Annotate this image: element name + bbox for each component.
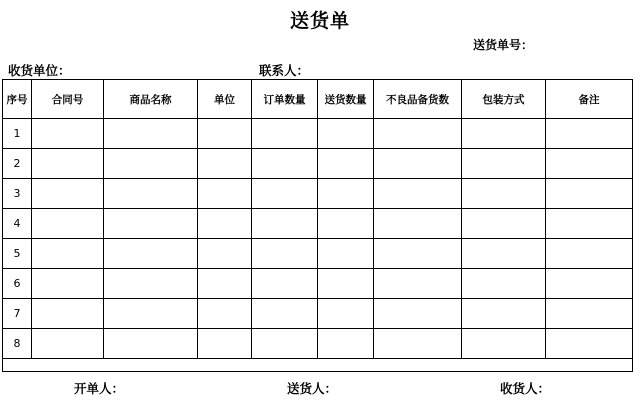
table-row (3, 239, 633, 269)
table-row (3, 299, 633, 329)
cell-unit[interactable] (198, 329, 252, 359)
cell-unit[interactable] (198, 269, 252, 299)
header-remarks: 备注 (546, 80, 633, 119)
cell-product-name[interactable] (104, 239, 198, 269)
document-title: 送货单 (289, 10, 350, 32)
table-row (3, 209, 633, 239)
header-defect-spare-qty: 不良品备货数 (374, 80, 462, 119)
cell-product-name[interactable] (104, 209, 198, 239)
header-delivery-qty: 送货数量 (318, 80, 374, 119)
table-row (3, 179, 633, 209)
cell-packaging[interactable] (462, 329, 546, 359)
row-number: 8 (3, 329, 32, 359)
cell-delivery-qty[interactable] (318, 269, 374, 299)
cell-defect-spare-qty[interactable] (374, 239, 462, 269)
cell-remarks[interactable] (546, 149, 633, 179)
cell-unit[interactable] (198, 299, 252, 329)
cell-contract-no[interactable] (32, 119, 104, 149)
cell-packaging[interactable] (462, 239, 546, 269)
table-row (3, 329, 633, 359)
cell-defect-spare-qty[interactable] (374, 209, 462, 239)
cell-order-qty[interactable] (252, 179, 318, 209)
cell-remarks[interactable] (546, 119, 633, 149)
row-number: 6 (3, 269, 32, 299)
cell-delivery-qty[interactable] (318, 209, 374, 239)
cell-remarks[interactable] (546, 329, 633, 359)
row-number: 5 (3, 239, 32, 269)
cell-contract-no[interactable] (32, 299, 104, 329)
table-row (3, 269, 633, 299)
cell-defect-spare-qty[interactable] (374, 299, 462, 329)
cell-order-qty[interactable] (252, 299, 318, 329)
cell-remarks[interactable] (546, 239, 633, 269)
cell-contract-no[interactable] (32, 329, 104, 359)
contact-person-label: 联系人： (259, 63, 310, 78)
cell-order-qty[interactable] (252, 209, 318, 239)
cell-remarks[interactable] (546, 209, 633, 239)
cell-remarks[interactable] (546, 179, 633, 209)
cell-defect-spare-qty[interactable] (374, 119, 462, 149)
cell-order-qty[interactable] (252, 119, 318, 149)
cell-unit[interactable] (198, 179, 252, 209)
cell-delivery-qty[interactable] (318, 149, 374, 179)
cell-packaging[interactable] (462, 269, 546, 299)
cell-packaging[interactable] (462, 119, 546, 149)
cell-packaging[interactable] (462, 149, 546, 179)
header-packaging: 包装方式 (462, 80, 546, 119)
cell-packaging[interactable] (462, 179, 546, 209)
issuer-label: 开单人： (74, 381, 125, 396)
row-number: 2 (3, 149, 32, 179)
header-unit: 单位 (198, 80, 252, 119)
row-number: 4 (3, 209, 32, 239)
header-product-name: 商品名称 (104, 80, 198, 119)
cell-product-name[interactable] (104, 329, 198, 359)
cell-product-name[interactable] (104, 119, 198, 149)
table-row (3, 119, 633, 149)
cell-remarks[interactable] (546, 299, 633, 329)
table-header-row (3, 80, 633, 119)
cell-unit[interactable] (198, 149, 252, 179)
cell-remarks[interactable] (546, 269, 633, 299)
header-order-qty: 订单数量 (252, 80, 318, 119)
cell-contract-no[interactable] (32, 149, 104, 179)
cell-unit[interactable] (198, 209, 252, 239)
receiving-unit-label: 收货单位： (8, 63, 71, 78)
row-number: 1 (3, 119, 32, 149)
row-number: 7 (3, 299, 32, 329)
deliverer-label: 送货人： (287, 381, 338, 396)
cell-delivery-qty[interactable] (318, 239, 374, 269)
cell-product-name[interactable] (104, 179, 198, 209)
cell-order-qty[interactable] (252, 239, 318, 269)
cell-order-qty[interactable] (252, 149, 318, 179)
cell-packaging[interactable] (462, 299, 546, 329)
cell-product-name[interactable] (104, 269, 198, 299)
cell-defect-spare-qty[interactable] (374, 149, 462, 179)
cell-contract-no[interactable] (32, 239, 104, 269)
cell-product-name[interactable] (104, 299, 198, 329)
table-row (3, 149, 633, 179)
delivery-table (2, 79, 633, 372)
header-contract-no: 合同号 (32, 80, 104, 119)
cell-contract-no[interactable] (32, 209, 104, 239)
cell-unit[interactable] (198, 119, 252, 149)
row-number: 3 (3, 179, 32, 209)
cell-defect-spare-qty[interactable] (374, 179, 462, 209)
blank-row-cell (3, 359, 633, 372)
cell-contract-no[interactable] (32, 269, 104, 299)
cell-contract-no[interactable] (32, 179, 104, 209)
cell-delivery-qty[interactable] (318, 119, 374, 149)
cell-order-qty[interactable] (252, 269, 318, 299)
cell-order-qty[interactable] (252, 329, 318, 359)
cell-packaging[interactable] (462, 209, 546, 239)
cell-defect-spare-qty[interactable] (374, 269, 462, 299)
header-serial-no: 序号 (3, 80, 32, 119)
cell-delivery-qty[interactable] (318, 179, 374, 209)
cell-delivery-qty[interactable] (318, 329, 374, 359)
cell-unit[interactable] (198, 239, 252, 269)
delivery-number-label: 送货单号： (473, 38, 534, 52)
cell-defect-spare-qty[interactable] (374, 329, 462, 359)
receiver-label: 收货人： (500, 381, 551, 396)
cell-delivery-qty[interactable] (318, 299, 374, 329)
cell-product-name[interactable] (104, 149, 198, 179)
blank-footer-row (3, 359, 633, 372)
